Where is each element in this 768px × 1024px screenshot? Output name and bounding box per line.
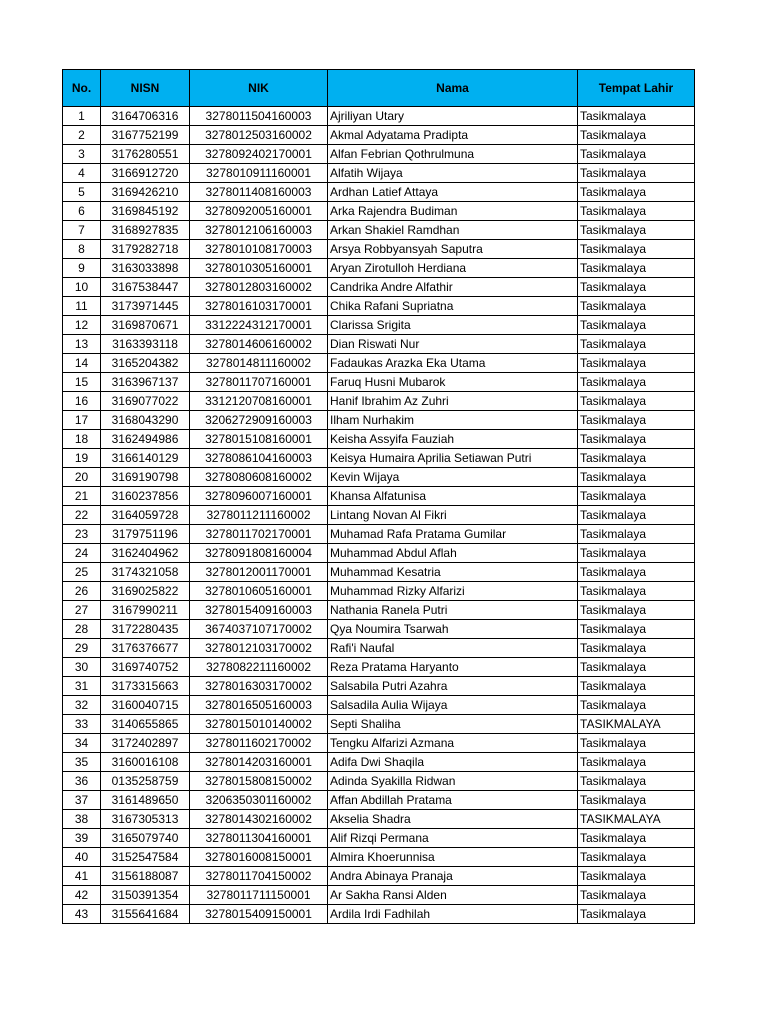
cell-nisn: 3176280551	[101, 145, 190, 164]
cell-tempat-lahir: Tasikmalaya	[578, 487, 695, 506]
cell-tempat-lahir: Tasikmalaya	[578, 734, 695, 753]
cell-nama: Arkan Shakiel Ramdhan	[328, 221, 578, 240]
cell-nisn: 3164706316	[101, 107, 190, 126]
table-row	[63, 221, 695, 240]
cell-tempat-lahir: Tasikmalaya	[578, 297, 695, 316]
cell-no: 42	[63, 886, 101, 905]
table-row	[63, 411, 695, 430]
cell-nama: Arka Rajendra Budiman	[328, 202, 578, 221]
cell-nama: Rafi'i Naufal	[328, 639, 578, 658]
cell-nama: Faruq Husni Mubarok	[328, 373, 578, 392]
cell-nik: 3278015010140002	[190, 715, 328, 734]
header-nama: Nama	[328, 70, 578, 107]
cell-nama: Alfatih Wijaya	[328, 164, 578, 183]
cell-tempat-lahir: Tasikmalaya	[578, 658, 695, 677]
cell-nisn: 3166140129	[101, 449, 190, 468]
table-row	[63, 240, 695, 259]
cell-nisn: 3167305313	[101, 810, 190, 829]
cell-nik: 3278010305160001	[190, 259, 328, 278]
cell-nik: 3278092402170001	[190, 145, 328, 164]
cell-nisn: 3167538447	[101, 278, 190, 297]
cell-nik: 3278016103170001	[190, 297, 328, 316]
cell-nisn: 3169870671	[101, 316, 190, 335]
cell-nama: Septi Shaliha	[328, 715, 578, 734]
cell-nisn: 3174321058	[101, 563, 190, 582]
header-nisn: NISN	[101, 70, 190, 107]
cell-tempat-lahir: Tasikmalaya	[578, 639, 695, 658]
cell-no: 40	[63, 848, 101, 867]
cell-tempat-lahir: Tasikmalaya	[578, 677, 695, 696]
cell-tempat-lahir: TASIKMALAYA	[578, 810, 695, 829]
cell-no: 43	[63, 905, 101, 924]
cell-tempat-lahir: Tasikmalaya	[578, 107, 695, 126]
cell-nama: Akselia Shadra	[328, 810, 578, 829]
cell-nisn: 3168043290	[101, 411, 190, 430]
cell-tempat-lahir: Tasikmalaya	[578, 126, 695, 145]
cell-nama: Tengku Alfarizi Azmana	[328, 734, 578, 753]
cell-no: 27	[63, 601, 101, 620]
cell-nama: Reza Pratama Haryanto	[328, 658, 578, 677]
cell-no: 9	[63, 259, 101, 278]
cell-no: 1	[63, 107, 101, 126]
cell-nama: Dian Riswati Nur	[328, 335, 578, 354]
cell-nik: 3278080608160002	[190, 468, 328, 487]
cell-tempat-lahir: Tasikmalaya	[578, 886, 695, 905]
cell-nama: Khansa Alfatunisa	[328, 487, 578, 506]
cell-tempat-lahir: Tasikmalaya	[578, 620, 695, 639]
cell-nik: 3278014203160001	[190, 753, 328, 772]
cell-nisn: 0135258759	[101, 772, 190, 791]
table-row	[63, 848, 695, 867]
cell-no: 28	[63, 620, 101, 639]
table-row	[63, 582, 695, 601]
cell-nisn: 3150391354	[101, 886, 190, 905]
cell-tempat-lahir: Tasikmalaya	[578, 316, 695, 335]
cell-no: 13	[63, 335, 101, 354]
table-row	[63, 753, 695, 772]
table-row	[63, 354, 695, 373]
cell-tempat-lahir: Tasikmalaya	[578, 582, 695, 601]
cell-nik: 3278011211160002	[190, 506, 328, 525]
cell-nisn: 3163393118	[101, 335, 190, 354]
table-row	[63, 468, 695, 487]
cell-tempat-lahir: Tasikmalaya	[578, 829, 695, 848]
cell-nama: Clarissa Srigita	[328, 316, 578, 335]
cell-tempat-lahir: Tasikmalaya	[578, 848, 695, 867]
cell-tempat-lahir: Tasikmalaya	[578, 772, 695, 791]
header-tempat-lahir: Tempat Lahir	[578, 70, 695, 107]
cell-tempat-lahir: Tasikmalaya	[578, 544, 695, 563]
cell-no: 12	[63, 316, 101, 335]
cell-tempat-lahir: Tasikmalaya	[578, 183, 695, 202]
cell-nama: Salsabila Putri Azahra	[328, 677, 578, 696]
cell-nik: 3278011702170001	[190, 525, 328, 544]
cell-no: 23	[63, 525, 101, 544]
cell-nama: Ilham Nurhakim	[328, 411, 578, 430]
cell-no: 2	[63, 126, 101, 145]
cell-tempat-lahir: Tasikmalaya	[578, 753, 695, 772]
cell-tempat-lahir: Tasikmalaya	[578, 240, 695, 259]
table-row	[63, 430, 695, 449]
cell-nik: 3278012001170001	[190, 563, 328, 582]
cell-nama: Muhamad Rafa Pratama Gumilar	[328, 525, 578, 544]
cell-nik: 3278011304160001	[190, 829, 328, 848]
table-header	[63, 70, 695, 107]
cell-nama: Keisha Assyifa Fauziah	[328, 430, 578, 449]
cell-no: 8	[63, 240, 101, 259]
table-row	[63, 639, 695, 658]
cell-nik: 3278015409160003	[190, 601, 328, 620]
cell-nama: Aryan Zirotulloh Herdiana	[328, 259, 578, 278]
cell-no: 30	[63, 658, 101, 677]
cell-nik: 3278016303170002	[190, 677, 328, 696]
cell-nama: Almira Khoerunnisa	[328, 848, 578, 867]
cell-tempat-lahir: Tasikmalaya	[578, 164, 695, 183]
cell-tempat-lahir: Tasikmalaya	[578, 430, 695, 449]
cell-nik: 3312120708160001	[190, 392, 328, 411]
cell-no: 16	[63, 392, 101, 411]
cell-nik: 3278016008150001	[190, 848, 328, 867]
cell-nik: 3278014302160002	[190, 810, 328, 829]
cell-tempat-lahir: Tasikmalaya	[578, 411, 695, 430]
cell-nisn: 3152547584	[101, 848, 190, 867]
cell-nisn: 3160016108	[101, 753, 190, 772]
table-row	[63, 810, 695, 829]
cell-no: 36	[63, 772, 101, 791]
cell-no: 5	[63, 183, 101, 202]
cell-nik: 3278096007160001	[190, 487, 328, 506]
cell-nama: Akmal Adyatama Pradipta	[328, 126, 578, 145]
cell-nik: 3278010911160001	[190, 164, 328, 183]
cell-nama: Chika Rafani Supriatna	[328, 297, 578, 316]
cell-nik: 3278010605160001	[190, 582, 328, 601]
cell-nik: 3674037107170002	[190, 620, 328, 639]
cell-nik: 3278086104160003	[190, 449, 328, 468]
cell-nama: Ardila Irdi Fadhilah	[328, 905, 578, 924]
table-body	[63, 107, 695, 924]
cell-no: 25	[63, 563, 101, 582]
cell-no: 39	[63, 829, 101, 848]
cell-nik: 3278012103170002	[190, 639, 328, 658]
cell-no: 29	[63, 639, 101, 658]
cell-nik: 3278012803160002	[190, 278, 328, 297]
cell-nama: Lintang Novan Al Fikri	[328, 506, 578, 525]
cell-nik: 3278011711150001	[190, 886, 328, 905]
cell-no: 4	[63, 164, 101, 183]
cell-nik: 3206272909160003	[190, 411, 328, 430]
cell-nik: 3278011602170002	[190, 734, 328, 753]
cell-nama: Andra Abinaya Pranaja	[328, 867, 578, 886]
cell-no: 11	[63, 297, 101, 316]
cell-no: 34	[63, 734, 101, 753]
cell-nisn: 3172402897	[101, 734, 190, 753]
cell-no: 26	[63, 582, 101, 601]
cell-nisn: 3155641684	[101, 905, 190, 924]
cell-nisn: 3165079740	[101, 829, 190, 848]
cell-nik: 3206350301160002	[190, 791, 328, 810]
cell-nik: 3278014811160002	[190, 354, 328, 373]
table-row	[63, 506, 695, 525]
cell-nisn: 3172280435	[101, 620, 190, 639]
cell-nama: Muhammad Rizky Alfarizi	[328, 582, 578, 601]
cell-no: 15	[63, 373, 101, 392]
table-row	[63, 278, 695, 297]
cell-nik: 3278012106160003	[190, 221, 328, 240]
cell-nisn: 3168927835	[101, 221, 190, 240]
table-row	[63, 544, 695, 563]
table-row	[63, 677, 695, 696]
cell-tempat-lahir: Tasikmalaya	[578, 354, 695, 373]
table-row	[63, 791, 695, 810]
student-table	[62, 69, 695, 924]
table-row	[63, 829, 695, 848]
cell-nama: Kevin Wijaya	[328, 468, 578, 487]
cell-nisn: 3162494986	[101, 430, 190, 449]
cell-no: 21	[63, 487, 101, 506]
cell-nik: 3278092005160001	[190, 202, 328, 221]
cell-tempat-lahir: Tasikmalaya	[578, 791, 695, 810]
cell-nisn: 3166912720	[101, 164, 190, 183]
cell-no: 7	[63, 221, 101, 240]
table-row	[63, 449, 695, 468]
cell-no: 17	[63, 411, 101, 430]
cell-nama: Alif Rizqi Permana	[328, 829, 578, 848]
cell-tempat-lahir: Tasikmalaya	[578, 221, 695, 240]
cell-nik: 3278012503160002	[190, 126, 328, 145]
cell-no: 6	[63, 202, 101, 221]
table-row	[63, 563, 695, 582]
cell-nisn: 3169077022	[101, 392, 190, 411]
cell-no: 19	[63, 449, 101, 468]
cell-nisn: 3167990211	[101, 601, 190, 620]
cell-nik: 3278011707160001	[190, 373, 328, 392]
cell-nisn: 3161489650	[101, 791, 190, 810]
table-row	[63, 335, 695, 354]
table-row	[63, 373, 695, 392]
cell-nisn: 3160040715	[101, 696, 190, 715]
cell-nisn: 3163967137	[101, 373, 190, 392]
table-row	[63, 202, 695, 221]
cell-tempat-lahir: Tasikmalaya	[578, 601, 695, 620]
table-row	[63, 772, 695, 791]
cell-nama: Affan Abdillah Pratama	[328, 791, 578, 810]
cell-nisn: 3169025822	[101, 582, 190, 601]
cell-nik: 3278011704150002	[190, 867, 328, 886]
cell-no: 38	[63, 810, 101, 829]
cell-tempat-lahir: Tasikmalaya	[578, 145, 695, 164]
cell-nama: Ajriliyan Utary	[328, 107, 578, 126]
cell-tempat-lahir: Tasikmalaya	[578, 373, 695, 392]
cell-no: 33	[63, 715, 101, 734]
header-row	[63, 70, 695, 107]
table-row	[63, 620, 695, 639]
cell-tempat-lahir: Tasikmalaya	[578, 335, 695, 354]
cell-nisn: 3169426210	[101, 183, 190, 202]
cell-tempat-lahir: Tasikmalaya	[578, 506, 695, 525]
cell-nik: 3278015409150001	[190, 905, 328, 924]
cell-nisn: 3162404962	[101, 544, 190, 563]
cell-no: 18	[63, 430, 101, 449]
cell-nama: Qya Noumira Tsarwah	[328, 620, 578, 639]
table-row	[63, 715, 695, 734]
table-row	[63, 183, 695, 202]
cell-nik: 3278016505160003	[190, 696, 328, 715]
cell-nama: Ar Sakha Ransi Alden	[328, 886, 578, 905]
table-row	[63, 886, 695, 905]
cell-nama: Alfan Febrian Qothrulmuna	[328, 145, 578, 164]
cell-nama: Muhammad Abdul Aflah	[328, 544, 578, 563]
cell-nisn: 3163033898	[101, 259, 190, 278]
cell-nik: 3278010108170003	[190, 240, 328, 259]
cell-nisn: 3173971445	[101, 297, 190, 316]
cell-nama: Keisya Humaira Aprilia Setiawan Putri	[328, 449, 578, 468]
header-no: No.	[63, 70, 101, 107]
cell-tempat-lahir: Tasikmalaya	[578, 449, 695, 468]
table-row	[63, 392, 695, 411]
cell-nisn: 3169190798	[101, 468, 190, 487]
cell-nisn: 3179751196	[101, 525, 190, 544]
cell-nisn: 3169845192	[101, 202, 190, 221]
cell-nik: 3278014606160002	[190, 335, 328, 354]
cell-tempat-lahir: TASIKMALAYA	[578, 715, 695, 734]
table-row	[63, 126, 695, 145]
cell-no: 22	[63, 506, 101, 525]
cell-tempat-lahir: Tasikmalaya	[578, 278, 695, 297]
cell-tempat-lahir: Tasikmalaya	[578, 905, 695, 924]
table-row	[63, 259, 695, 278]
cell-no: 37	[63, 791, 101, 810]
cell-nisn: 3173315663	[101, 677, 190, 696]
cell-nama: Ardhan Latief Attaya	[328, 183, 578, 202]
cell-tempat-lahir: Tasikmalaya	[578, 259, 695, 278]
cell-tempat-lahir: Tasikmalaya	[578, 563, 695, 582]
cell-nama: Muhammad Kesatria	[328, 563, 578, 582]
cell-nisn: 3167752199	[101, 126, 190, 145]
table-row	[63, 867, 695, 886]
cell-nisn: 3160237856	[101, 487, 190, 506]
cell-no: 24	[63, 544, 101, 563]
cell-tempat-lahir: Tasikmalaya	[578, 525, 695, 544]
table-row	[63, 316, 695, 335]
cell-nama: Salsadila Aulia Wijaya	[328, 696, 578, 715]
cell-no: 41	[63, 867, 101, 886]
cell-nik: 3278082211160002	[190, 658, 328, 677]
cell-nisn: 3164059728	[101, 506, 190, 525]
table-row	[63, 164, 695, 183]
cell-nama: Nathania Ranela Putri	[328, 601, 578, 620]
table-row	[63, 601, 695, 620]
table-row	[63, 525, 695, 544]
table-row	[63, 145, 695, 164]
cell-tempat-lahir: Tasikmalaya	[578, 696, 695, 715]
table-row	[63, 905, 695, 924]
cell-tempat-lahir: Tasikmalaya	[578, 202, 695, 221]
cell-nama: Hanif Ibrahim Az Zuhri	[328, 392, 578, 411]
cell-no: 31	[63, 677, 101, 696]
cell-nisn: 3140655865	[101, 715, 190, 734]
cell-no: 35	[63, 753, 101, 772]
cell-nik: 3278011504160003	[190, 107, 328, 126]
cell-nik: 3278015108160001	[190, 430, 328, 449]
cell-nisn: 3169740752	[101, 658, 190, 677]
cell-nisn: 3156188087	[101, 867, 190, 886]
cell-nisn: 3179282718	[101, 240, 190, 259]
cell-nisn: 3176376677	[101, 639, 190, 658]
cell-tempat-lahir: Tasikmalaya	[578, 468, 695, 487]
cell-nik: 3278015808150002	[190, 772, 328, 791]
table-row	[63, 734, 695, 753]
cell-nama: Arsya Robbyansyah Saputra	[328, 240, 578, 259]
table-row	[63, 297, 695, 316]
cell-nik: 3278011408160003	[190, 183, 328, 202]
table-row	[63, 658, 695, 677]
cell-no: 20	[63, 468, 101, 487]
cell-nama: Fadaukas Arazka Eka Utama	[328, 354, 578, 373]
table-row	[63, 487, 695, 506]
cell-no: 3	[63, 145, 101, 164]
table-row	[63, 107, 695, 126]
cell-nisn: 3165204382	[101, 354, 190, 373]
cell-nama: Adifa Dwi Shaqila	[328, 753, 578, 772]
cell-tempat-lahir: Tasikmalaya	[578, 392, 695, 411]
cell-nik: 3312224312170001	[190, 316, 328, 335]
table-row	[63, 696, 695, 715]
cell-tempat-lahir: Tasikmalaya	[578, 867, 695, 886]
cell-no: 32	[63, 696, 101, 715]
cell-nik: 3278091808160004	[190, 544, 328, 563]
cell-no: 10	[63, 278, 101, 297]
header-nik: NIK	[190, 70, 328, 107]
cell-nama: Adinda Syakilla Ridwan	[328, 772, 578, 791]
cell-no: 14	[63, 354, 101, 373]
cell-nama: Candrika Andre Alfathir	[328, 278, 578, 297]
